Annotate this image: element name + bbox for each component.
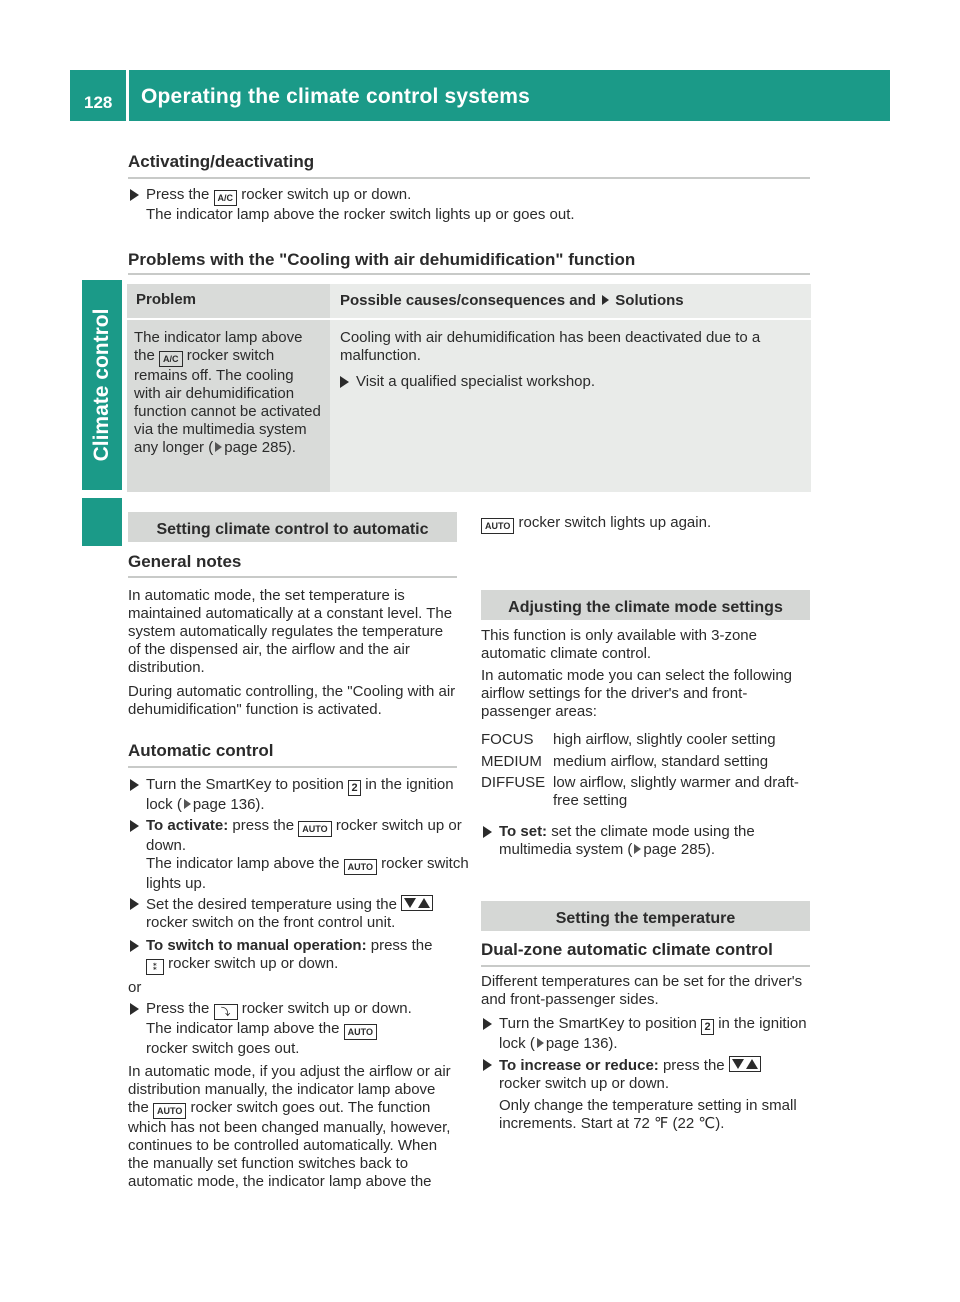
section-heading-automatic: Setting climate control to automatic — [128, 512, 457, 542]
temperature-rocker-icon — [729, 1056, 761, 1072]
setting-row-focus: FOCUS high airflow, slightly cooler setting — [481, 731, 776, 748]
automatic-closing-continued: AUTO rocker switch lights up again. — [481, 514, 811, 534]
climate-mode-p2: In automatic mode you can select the following airflow settings for the driver's and front-passenger areas: — [481, 667, 793, 720]
step-manual: To switch to manual operation: press the ⁑ rocker switch up or down. — [130, 937, 474, 975]
section-heading-climate-mode: Adjusting the climate mode settings — [481, 590, 810, 620]
setting-row-diffuse: DIFFUSE low airflow, slightly warmer and draft-free setting — [481, 774, 799, 809]
auto-button-icon: AUTO — [153, 1103, 186, 1119]
bullet-arrow-icon — [483, 1018, 492, 1030]
climate-mode-p1: This function is only available with 3-zone automatic climate control. — [481, 627, 757, 662]
header-divider — [126, 70, 129, 121]
step-set-mode: To set: set the climate mode using the multimedia system ( page 285). — [483, 823, 827, 859]
step-press-distribution: Press the ⤵ rocker switch up or down. The indicator lamp above the AUTO rocker switch goes out. — [130, 1000, 474, 1058]
subsection-title-automatic-control: Automatic control — [128, 741, 274, 760]
general-notes-p1: In automatic mode, the set temperature is maintained automatically at a constant level. The system automatically regulates the temperature of the dispensed air, the airflow and the air distribution. — [128, 587, 453, 676]
auto-button-icon: AUTO — [298, 821, 331, 837]
step-activate: To activate: press the AUTO rocker switch up or down. The indicator lamp above the AUTO rocker switch lights up. — [130, 817, 474, 893]
bullet-arrow-icon — [130, 820, 139, 832]
air-distribution-icon: ⤵ — [214, 1004, 238, 1020]
step-smartkey: Turn the SmartKey to position 2 in the ignition lock ( page 136). — [130, 776, 474, 814]
step-set-temperature: Set the desired temperature using the rocker switch on the front control unit. — [130, 895, 474, 932]
page-ref-arrow-icon — [537, 1038, 544, 1048]
airflow-button-icon: ⁑ — [146, 959, 164, 975]
bullet-arrow-icon — [130, 779, 139, 791]
page-title: Operating the climate control systems — [141, 85, 531, 108]
section-title-activating: Activating/deactivating — [128, 152, 315, 171]
subsection-title-general: General notes — [128, 552, 242, 571]
automatic-closing-paragraph: In automatic mode, if you adjust the airflow or air distribution manually, the indicator lamp above the AUTO rocker switch goes out. The function which has not been changed manually, however, continues to be controlled automatically. When the manually set function switches back to automatic mode, the indicator lamp above the — [128, 1063, 451, 1190]
section-rule — [128, 177, 810, 179]
bullet-arrow-icon — [483, 1059, 492, 1071]
table-header-causes: Possible causes/consequences and Solutions — [330, 284, 811, 318]
table-header-problem: Problem — [127, 284, 330, 318]
section-heading-temperature: Setting the temperature — [481, 901, 810, 931]
sidebar-label: Climate control — [90, 308, 113, 462]
ac-button-icon: A/C — [214, 190, 238, 206]
or-separator: or — [128, 979, 142, 996]
sidebar-marker — [82, 498, 122, 546]
step-increase-reduce: To increase or reduce: press the rocker switch up or down. Only change the temperature setting in small increments. Start at 72 ℉ (22 ℃). — [483, 1056, 827, 1133]
auto-button-icon: AUTO — [481, 518, 514, 534]
page-ref-arrow-icon — [215, 442, 222, 452]
auto-button-icon: AUTO — [344, 1024, 377, 1040]
step-result: The indicator lamp above the rocker switch lights up or goes out. — [146, 206, 575, 223]
bullet-arrow-icon — [483, 826, 492, 838]
section-rule — [128, 576, 457, 578]
step-press-ac: Press the A/C rocker switch up or down. The indicator lamp above the rocker switch lights up or goes out. — [130, 186, 826, 224]
page-header — [70, 70, 890, 121]
bullet-arrow-icon — [340, 376, 349, 388]
bullet-arrow-icon — [130, 189, 139, 201]
sidebar-tab — [82, 280, 122, 490]
bullet-arrow-icon — [130, 1003, 139, 1015]
temperature-note: Only change the temperature setting in small increments. Start at 72 ℉ (22 ℃). — [499, 1097, 797, 1132]
temperature-p1: Different temperatures can be set for the driver's and front-passenger sides. — [481, 973, 803, 1008]
page-number: 128 — [84, 93, 113, 112]
subsection-title-dual-zone: Dual-zone automatic climate control — [481, 940, 773, 959]
section-rule — [481, 965, 810, 967]
bullet-arrow-icon — [130, 940, 139, 952]
section-title-problems: Problems with the "Cooling with air dehumidification" function — [128, 250, 636, 269]
arrow-icon — [602, 295, 609, 305]
setting-row-medium: MEDIUM medium airflow, standard setting — [481, 753, 769, 770]
ac-button-icon: A/C — [159, 351, 183, 367]
general-notes-p2: During automatic controlling, the "Cooling with air dehumidification" function is activated. — [128, 683, 456, 718]
page-ref-arrow-icon — [184, 799, 191, 809]
auto-button-icon: AUTO — [344, 859, 377, 875]
bullet-arrow-icon — [130, 898, 139, 910]
section-rule — [128, 766, 457, 768]
problems-table — [127, 284, 811, 492]
section-rule — [128, 273, 810, 275]
page-ref-arrow-icon — [634, 844, 641, 854]
table-cell-problem: The indicator lamp above the A/C rocker switch remains off. The cooling with air dehumidification function cannot be activated via the multimedia system any longer ( page 285). — [127, 318, 330, 492]
table-cell-cause: Cooling with air dehumidification has been deactivated due to a malfunction. Visit a qualified specialist workshop. — [330, 318, 811, 492]
position-2-icon: 2 — [701, 1019, 714, 1035]
step-smartkey-temp: Turn the SmartKey to position 2 in the ignition lock ( page 136). — [483, 1015, 827, 1053]
solution-step: Visit a qualified specialist workshop. — [340, 373, 803, 391]
temperature-rocker-icon — [401, 895, 433, 911]
position-2-icon: 2 — [348, 780, 361, 796]
